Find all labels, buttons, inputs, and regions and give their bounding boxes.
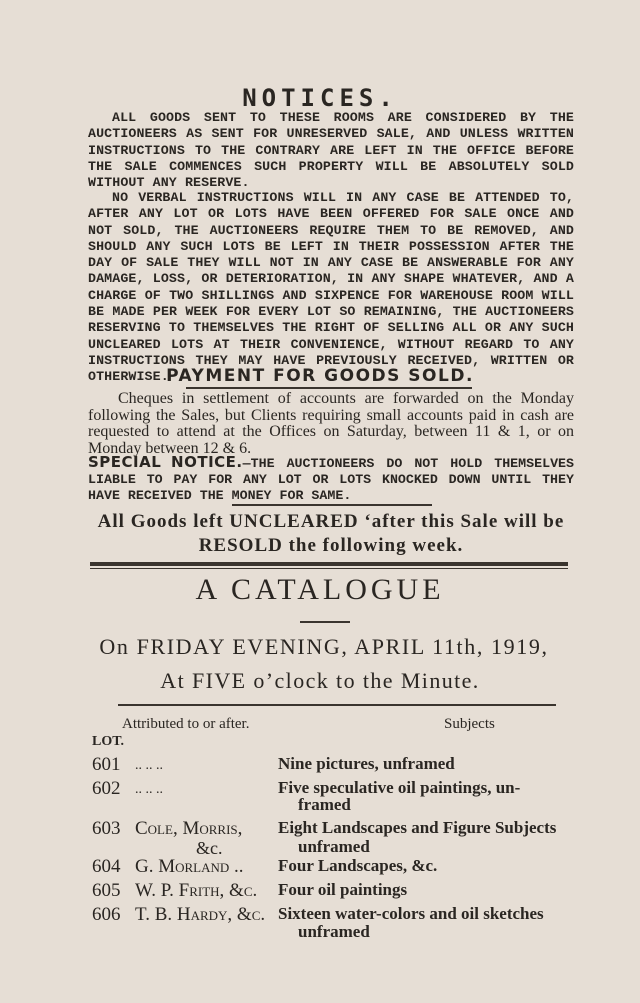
col-head-subjects: Subjects [444,716,495,732]
sale-time: At FIVE o’clock to the Minute. [160,668,480,693]
lot-subject: Four Landscapes, &c. [278,856,438,875]
lot-artist: T. B. Hardy, &c. [135,904,266,925]
divider-table [118,704,556,706]
payment-heading-underline [186,387,472,389]
special-notice-lead: SPECIAL NOTICE. [88,453,243,471]
lot-subject: Four oil paintings [278,880,408,899]
notice-verbal-instructions: NO VERBAL INSTRUCTIONS WILL IN ANY CASE BE ATTENDED TO, AFTER ANY LOT OR LOTS HAVE BEEN OFFERED FOR SALE ONCE AND NOT SOLD, THE AUCTIONEERS REQUIRE THEM TO BE REMOVED, AND SHOULD ANY SUCH LOTS BE LEFT IN THEIR POSSESSION AFTER THE DAY OF SALE THEY WILL NOT IN ANY CASE BE ANSWERABLE FOR ANY DAMAGE, LOSS, OR DETERIORATION, IN ANY SHAPE WHATEVER, AND A CHARGE OF TWO SHILLINGS AND SIXPENCE FOR WAREHOUSE ROOM WILL BE MADE PER WEEK FOR EVERY LOT SO REMAINING, THE AUCTIONEERS RESERVING TO THEMSELVES THE RIGHT OF SELLING ALL OR ANY SUCH UNCLEARED LOTS AT THEIR CONVENIENCE, WITHOUT REGARD TO ANY INSTRUCTIONS THEY MAY HAVE PREVIOUSLY RECEIVED, WRITTEN OR OTHERWISE. [88,190,574,385]
lot-subject-continued: unframed [298,922,370,941]
uncleared-line-2: RESOLD the following week. [198,535,464,556]
catalogue-title: A CATALOGUE [195,573,445,606]
lot-artist-continued: &c. [196,838,223,858]
divider-short [232,504,432,506]
special-notice-text: —THE AUCTIONEERS DO NOT HOLD THEMSELVES LIABLE TO PAY FOR ANY LOT OR LOTS KNOCKED DOWN UNTIL THEY HAVE RECEIVED THE MONEY FOR SAME. [88,456,575,503]
lot-number: 604 [92,856,121,877]
lot-artist: W. P. Frith, &c. [135,880,258,901]
lot-number: 602 [92,778,121,799]
notice-unreserved-sale: ALL GOODS SENT TO THESE ROOMS ARE CONSIDERED BY THE AUCTIONEERS AS SENT FOR UNRESERVED SALE, AND UNLESS WRITTEN INSTRUCTIONS TO THE CONTRARY ARE LEFT IN THE OFFICE BEFORE THE SALE COMMENCES SUCH PROPERTY WILL BE ABSOLUTELY SOLD WITHOUT ANY RESERVE. [88,110,574,191]
lot-artist: .. .. .. [135,758,163,773]
lot-number: 601 [92,754,121,775]
lot-subject: Eight Landscapes and Figure Subjects [278,818,557,837]
lot-subject: Nine pictures, unframed [278,754,455,773]
lot-subject: Five speculative oil paintings, un- [278,778,521,797]
lot-number: 606 [92,904,121,925]
lot-number: 603 [92,818,121,839]
divider-title [300,621,350,623]
uncleared-notice [88,510,574,558]
lot-number: 605 [92,880,121,901]
col-head-artist: Attributed to or after. [122,716,250,732]
notices-title: NOTICES. [242,84,398,112]
lot-artist: Cole, Morris, [135,818,243,839]
uncleared-line-1: All Goods left UNCLEARED ‘after this Sale will be [97,511,565,532]
lot-subject-continued: unframed [298,837,370,856]
payment-text: Cheques in settlement of accounts are forwarded on the Monday following the Sales, but Clients requiring small accounts paid in cash are requested to attend at the Offices on Saturday, between 11 & 1, or on Monday between 12 & 6. [88,390,574,457]
lot-artist: .. .. .. [135,782,163,797]
payment-heading: PAYMENT FOR GOODS SOLD. [166,366,474,386]
sale-date: On FRIDAY EVENING, APRIL 11th, 1919, [99,634,549,659]
divider-thick [90,562,568,566]
lot-label: LOT. [92,734,125,749]
divider-thin [90,568,568,569]
lot-artist: G. Morland .. [135,856,244,877]
special-notice [88,454,574,504]
lot-subject: Sixteen water-colors and oil sketches [278,904,544,923]
lot-subject-continued: framed [298,795,351,814]
